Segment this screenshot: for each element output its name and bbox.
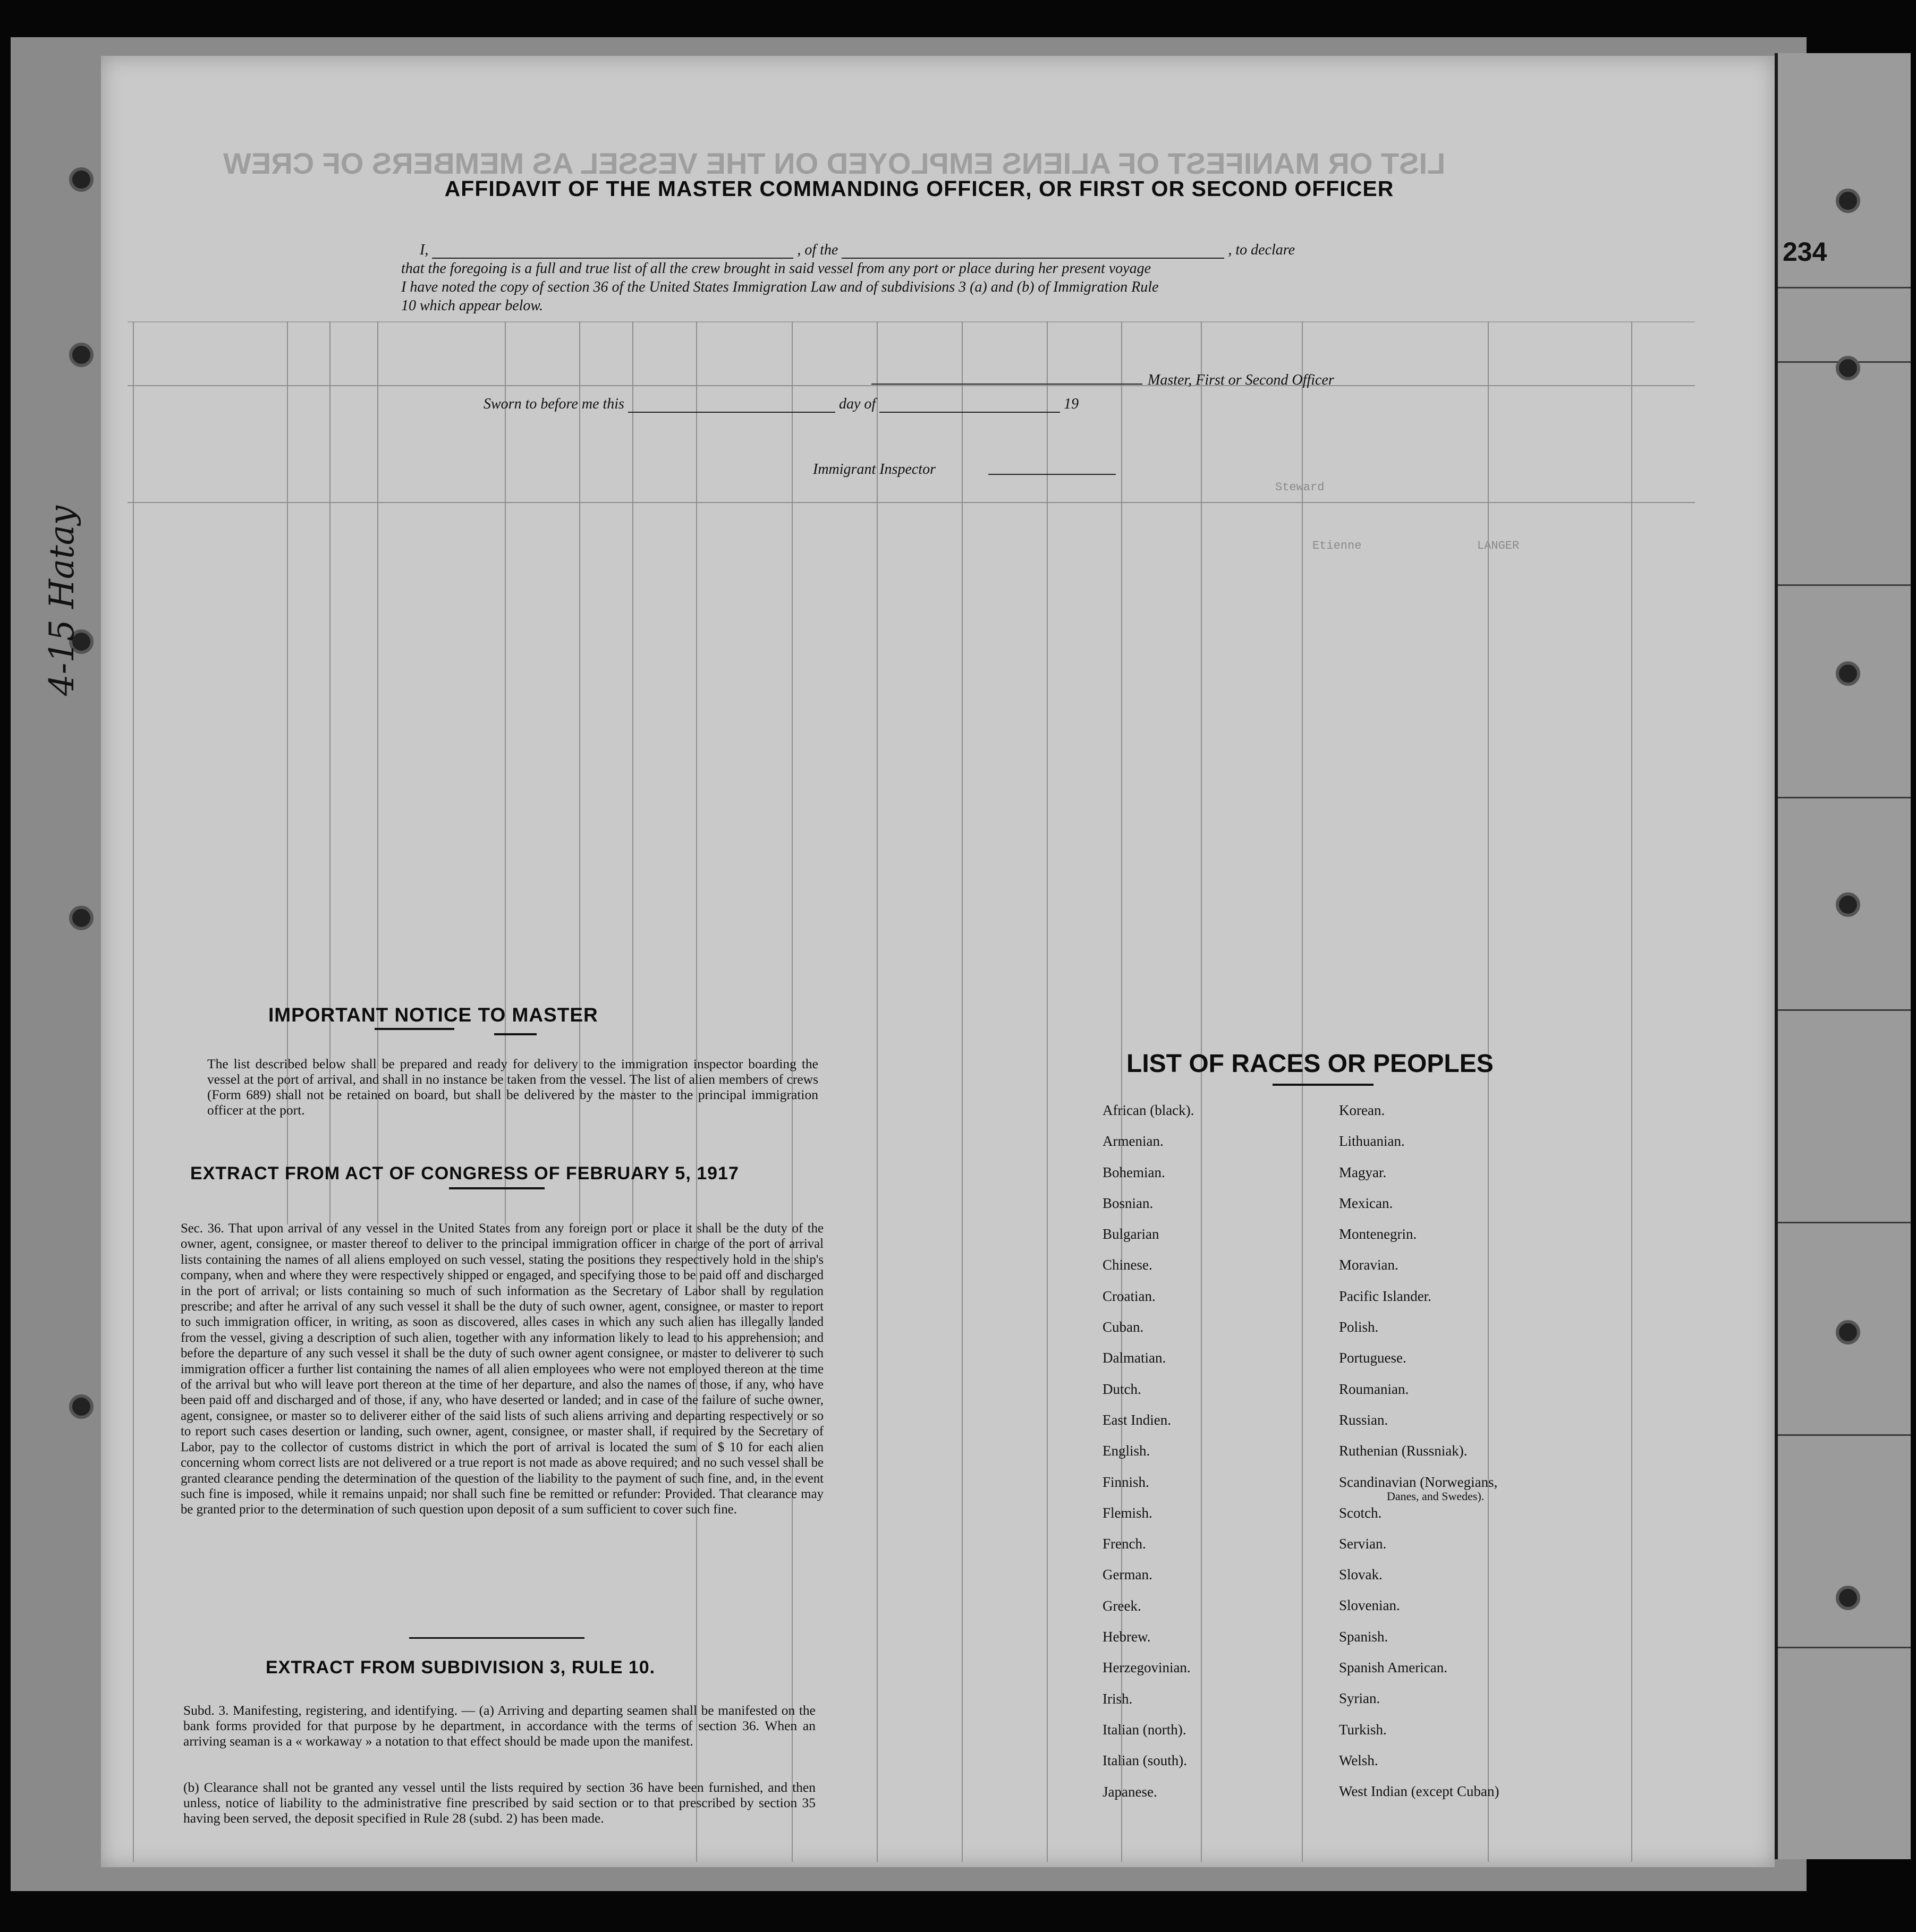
act-rule bbox=[449, 1187, 545, 1189]
race-item: Servian. bbox=[1339, 1535, 1387, 1552]
race-item: African (black). bbox=[1103, 1102, 1194, 1118]
punch-hole-icon bbox=[69, 906, 94, 930]
race-item: Roumanian. bbox=[1339, 1381, 1409, 1397]
race-item: Polish. bbox=[1339, 1319, 1379, 1335]
sworn-label: Sworn to before me this bbox=[484, 396, 624, 412]
affidavit-to-declare: , to declare bbox=[1228, 242, 1295, 258]
race-item: Lithuanian. bbox=[1339, 1133, 1405, 1150]
punch-hole-icon bbox=[69, 1394, 94, 1419]
race-item: Scotch. bbox=[1339, 1504, 1382, 1521]
bleed-text-1: Steward bbox=[1275, 481, 1325, 494]
affidavit-line-1 bbox=[420, 242, 1295, 259]
race-item: Scandinavian (Norwegians, bbox=[1339, 1474, 1498, 1490]
affidavit-line-2: that the foregoing is a full and true list of all the crew brought in said vessel from any port or place during her present voyage bbox=[401, 260, 1151, 277]
punch-hole-icon bbox=[1836, 892, 1860, 917]
race-item: Herzegovinian. bbox=[1103, 1659, 1191, 1676]
race-item: Russian. bbox=[1339, 1411, 1388, 1428]
race-item: Croatian. bbox=[1103, 1288, 1156, 1304]
affidavit-of-the: , of the bbox=[797, 242, 838, 258]
bleed-through-header: LIST OR MANIFEST OF ALIENS EMPLOYED ON THE VESSEL AS MEMBERS OF CREW bbox=[223, 147, 1446, 180]
affidavit-signature-line bbox=[871, 368, 1142, 385]
race-item: Finnish. bbox=[1103, 1474, 1149, 1490]
rule-title: EXTRACT FROM SUBDIVISION 3, RULE 10. bbox=[266, 1657, 656, 1678]
act-text: Sec. 36. That upon arrival of any vessel in the United States from any foreign port or place it shall be the duty of the owner, agent, consignee, or master thereof to deliver to the principal immigration officer in charge of the port of arrival lists containing the names of all aliens employed on such vessel, stating the positions they respectively hold in the ship's company, when and where they were respectively shipped or engaged, and specifying those to be paid off and discharged in the port of arrival; or lists containing so much of such information as the Secretary of Labor shall by regulation prescribe; and after he arrival of any such vessel it shall be the duty of such owner, agent, consignee, or master to report to such immigration officer, in writing, as soon as discovered, alles cases in which any such alien has illegally landed from the vessel, giving a description of such alien, together with any information likely to lead to his apprehension; and before the departure of any such vessel it shall be the duty of such owner agent consignee, or master to deliverer to such immigration officer a further list containing the names of all alien employees who were not employed thereon at the time of the arrival but who will leave port thereon at the time of her departure, and also the names of those, if any, who have been paid off and discharged and of those, if any, who have deserted or landed; and in case of the failure of suche owner, agent, consignee, or master so to deliverer either of the said lists of such aliens arriving and departing respectively or so to report such cases desertion or landing, such owner, agent, consignee, or master shall, if required by the Secretary of Labor, pay to the collector of customs district in which the port of arrival is located the sum of $ 10 for each alien concerning whom correct lists are not delivered or a true report is not made as above required; and no such vessel shall be granted clearance pending the determination of the question of the liability to the payment of such fine, and, in the event such fine is imposed, while it remains unpaid; nor shall such fine be remitted or refunder: Provided. That clearance may be granted prior to the determination of such question upon deposit of a sum sufficient to cover such fine. bbox=[181, 1221, 824, 1517]
bleed-text-3: LANGER bbox=[1477, 539, 1520, 552]
notice-rule bbox=[375, 1028, 454, 1030]
punch-hole-icon bbox=[1836, 1586, 1860, 1610]
bleed-text-2: Etienne bbox=[1312, 539, 1362, 552]
race-item: Ruthenian (Russniak). bbox=[1339, 1443, 1468, 1459]
year-label: 19 bbox=[1064, 396, 1079, 412]
inspector-label: Immigrant Inspector bbox=[813, 461, 936, 478]
race-item: Slovak. bbox=[1339, 1567, 1383, 1583]
race-item: German. bbox=[1103, 1567, 1152, 1583]
race-item: Korean. bbox=[1339, 1102, 1385, 1118]
race-item: Welsh. bbox=[1339, 1752, 1378, 1768]
race-item: Spanish. bbox=[1339, 1628, 1388, 1645]
race-item: Magyar. bbox=[1339, 1164, 1387, 1180]
races-right-column bbox=[1339, 1102, 1499, 1815]
page-number: 234 bbox=[1783, 237, 1827, 267]
race-item: Portuguese. bbox=[1339, 1350, 1406, 1366]
race-item: Bulgarian bbox=[1103, 1226, 1159, 1242]
race-item: Montenegrin. bbox=[1339, 1226, 1417, 1242]
inspector-line bbox=[988, 458, 1116, 475]
race-item: Italian (south). bbox=[1103, 1752, 1187, 1769]
rule-rule bbox=[409, 1637, 584, 1639]
race-item: East Indien. bbox=[1103, 1411, 1171, 1428]
race-item: Mexican. bbox=[1339, 1195, 1393, 1211]
race-item: Hebrew. bbox=[1103, 1629, 1151, 1645]
race-item: Flemish. bbox=[1103, 1504, 1152, 1521]
race-item: Syrian. bbox=[1339, 1690, 1380, 1707]
race-item: Moravian. bbox=[1339, 1257, 1398, 1273]
race-item: Danes, and Swedes). bbox=[1387, 1489, 1485, 1503]
affidavit-line-3: I have noted the copy of section 36 of the United States Immigration Law and of subdivisions 3 (a) and (b) of Immigration Rule bbox=[401, 279, 1159, 295]
race-item: Bosnian. bbox=[1103, 1195, 1154, 1211]
race-item: English. bbox=[1103, 1443, 1150, 1459]
race-item: French. bbox=[1103, 1536, 1146, 1552]
handwritten-margin-note: 4-15 Hatay bbox=[43, 505, 82, 696]
affidavit-title: AFFIDAVIT OF THE MASTER COMMANDING OFFICER, OR FIRST OR SECOND OFFICER bbox=[444, 176, 1394, 201]
race-item: Cuban. bbox=[1103, 1319, 1144, 1335]
punch-hole-icon bbox=[1836, 661, 1860, 686]
race-item: Irish. bbox=[1103, 1690, 1133, 1707]
affidavit-sworn-line bbox=[484, 396, 1079, 413]
race-item: Dalmatian. bbox=[1103, 1350, 1166, 1366]
rule-text-b: (b) Clearance shall not be granted any vessel until the lists required by section 36 have been furnished, and then unless, notice of liability to the administrative fine prescribed by said section or to that prescribed by section 35 having been served, the deposit specified in Rule 28 (subd. 2) has been made. bbox=[183, 1780, 816, 1826]
punch-hole-icon bbox=[69, 167, 94, 192]
act-title: EXTRACT FROM ACT OF CONGRESS OF FEBRUARY 5, 1917 bbox=[190, 1163, 739, 1184]
punch-hole-icon bbox=[69, 343, 94, 367]
punch-hole-icon bbox=[1836, 189, 1860, 213]
race-item: Greek. bbox=[1103, 1597, 1141, 1614]
day-label: day of bbox=[838, 396, 876, 412]
punch-hole-icon bbox=[1836, 1320, 1860, 1344]
races-left-column bbox=[1103, 1102, 1194, 1815]
race-item: Slovenian. bbox=[1339, 1597, 1400, 1614]
rule-text-a: Subd. 3. Manifesting, registering, and identifying. — (a) Arriving and departing seamen shall be manifested on the bank forms provided for that purpose by he department, in accordance with the terms of section 36. When an arriving seaman is a « workaway » a notation to that effect should be made upon the manifest. bbox=[183, 1703, 816, 1749]
race-item: Italian (north). bbox=[1103, 1721, 1186, 1738]
punch-hole-icon bbox=[1836, 356, 1860, 380]
manifest-page bbox=[101, 56, 1775, 1867]
races-rule bbox=[1273, 1084, 1374, 1086]
notice-rule bbox=[494, 1033, 537, 1035]
affidavit-signer-label: Master, First or Second Officer bbox=[1148, 372, 1334, 388]
notice-title: IMPORTANT NOTICE TO MASTER bbox=[268, 1004, 598, 1026]
race-item: Pacific Islander. bbox=[1339, 1288, 1431, 1304]
race-item: Bohemian. bbox=[1103, 1164, 1165, 1180]
race-item: West Indian (except Cuban) bbox=[1339, 1783, 1499, 1800]
race-item: Turkish. bbox=[1339, 1721, 1387, 1738]
race-item: Armenian. bbox=[1103, 1133, 1164, 1150]
affidavit-line-4: 10 which appear below. bbox=[401, 297, 544, 314]
race-item: Spanish American. bbox=[1339, 1659, 1447, 1676]
affidavit-i: I, bbox=[420, 242, 429, 258]
notice-text: The list described below shall be prepared and ready for delivery to the immigration inspector boarding the vessel at the port of arrival, and shall in no instance be taken from the vessel. The list of alien members of crews (Form 689) shall not be retained on board, but shall be delivered by the master to the principal immigration officer at the port. bbox=[207, 1056, 818, 1118]
race-item: Dutch. bbox=[1103, 1381, 1141, 1397]
race-item: Japanese. bbox=[1103, 1783, 1157, 1800]
race-item: Chinese. bbox=[1103, 1257, 1152, 1273]
races-title: LIST OF RACES OR PEOPLES bbox=[1126, 1050, 1494, 1078]
